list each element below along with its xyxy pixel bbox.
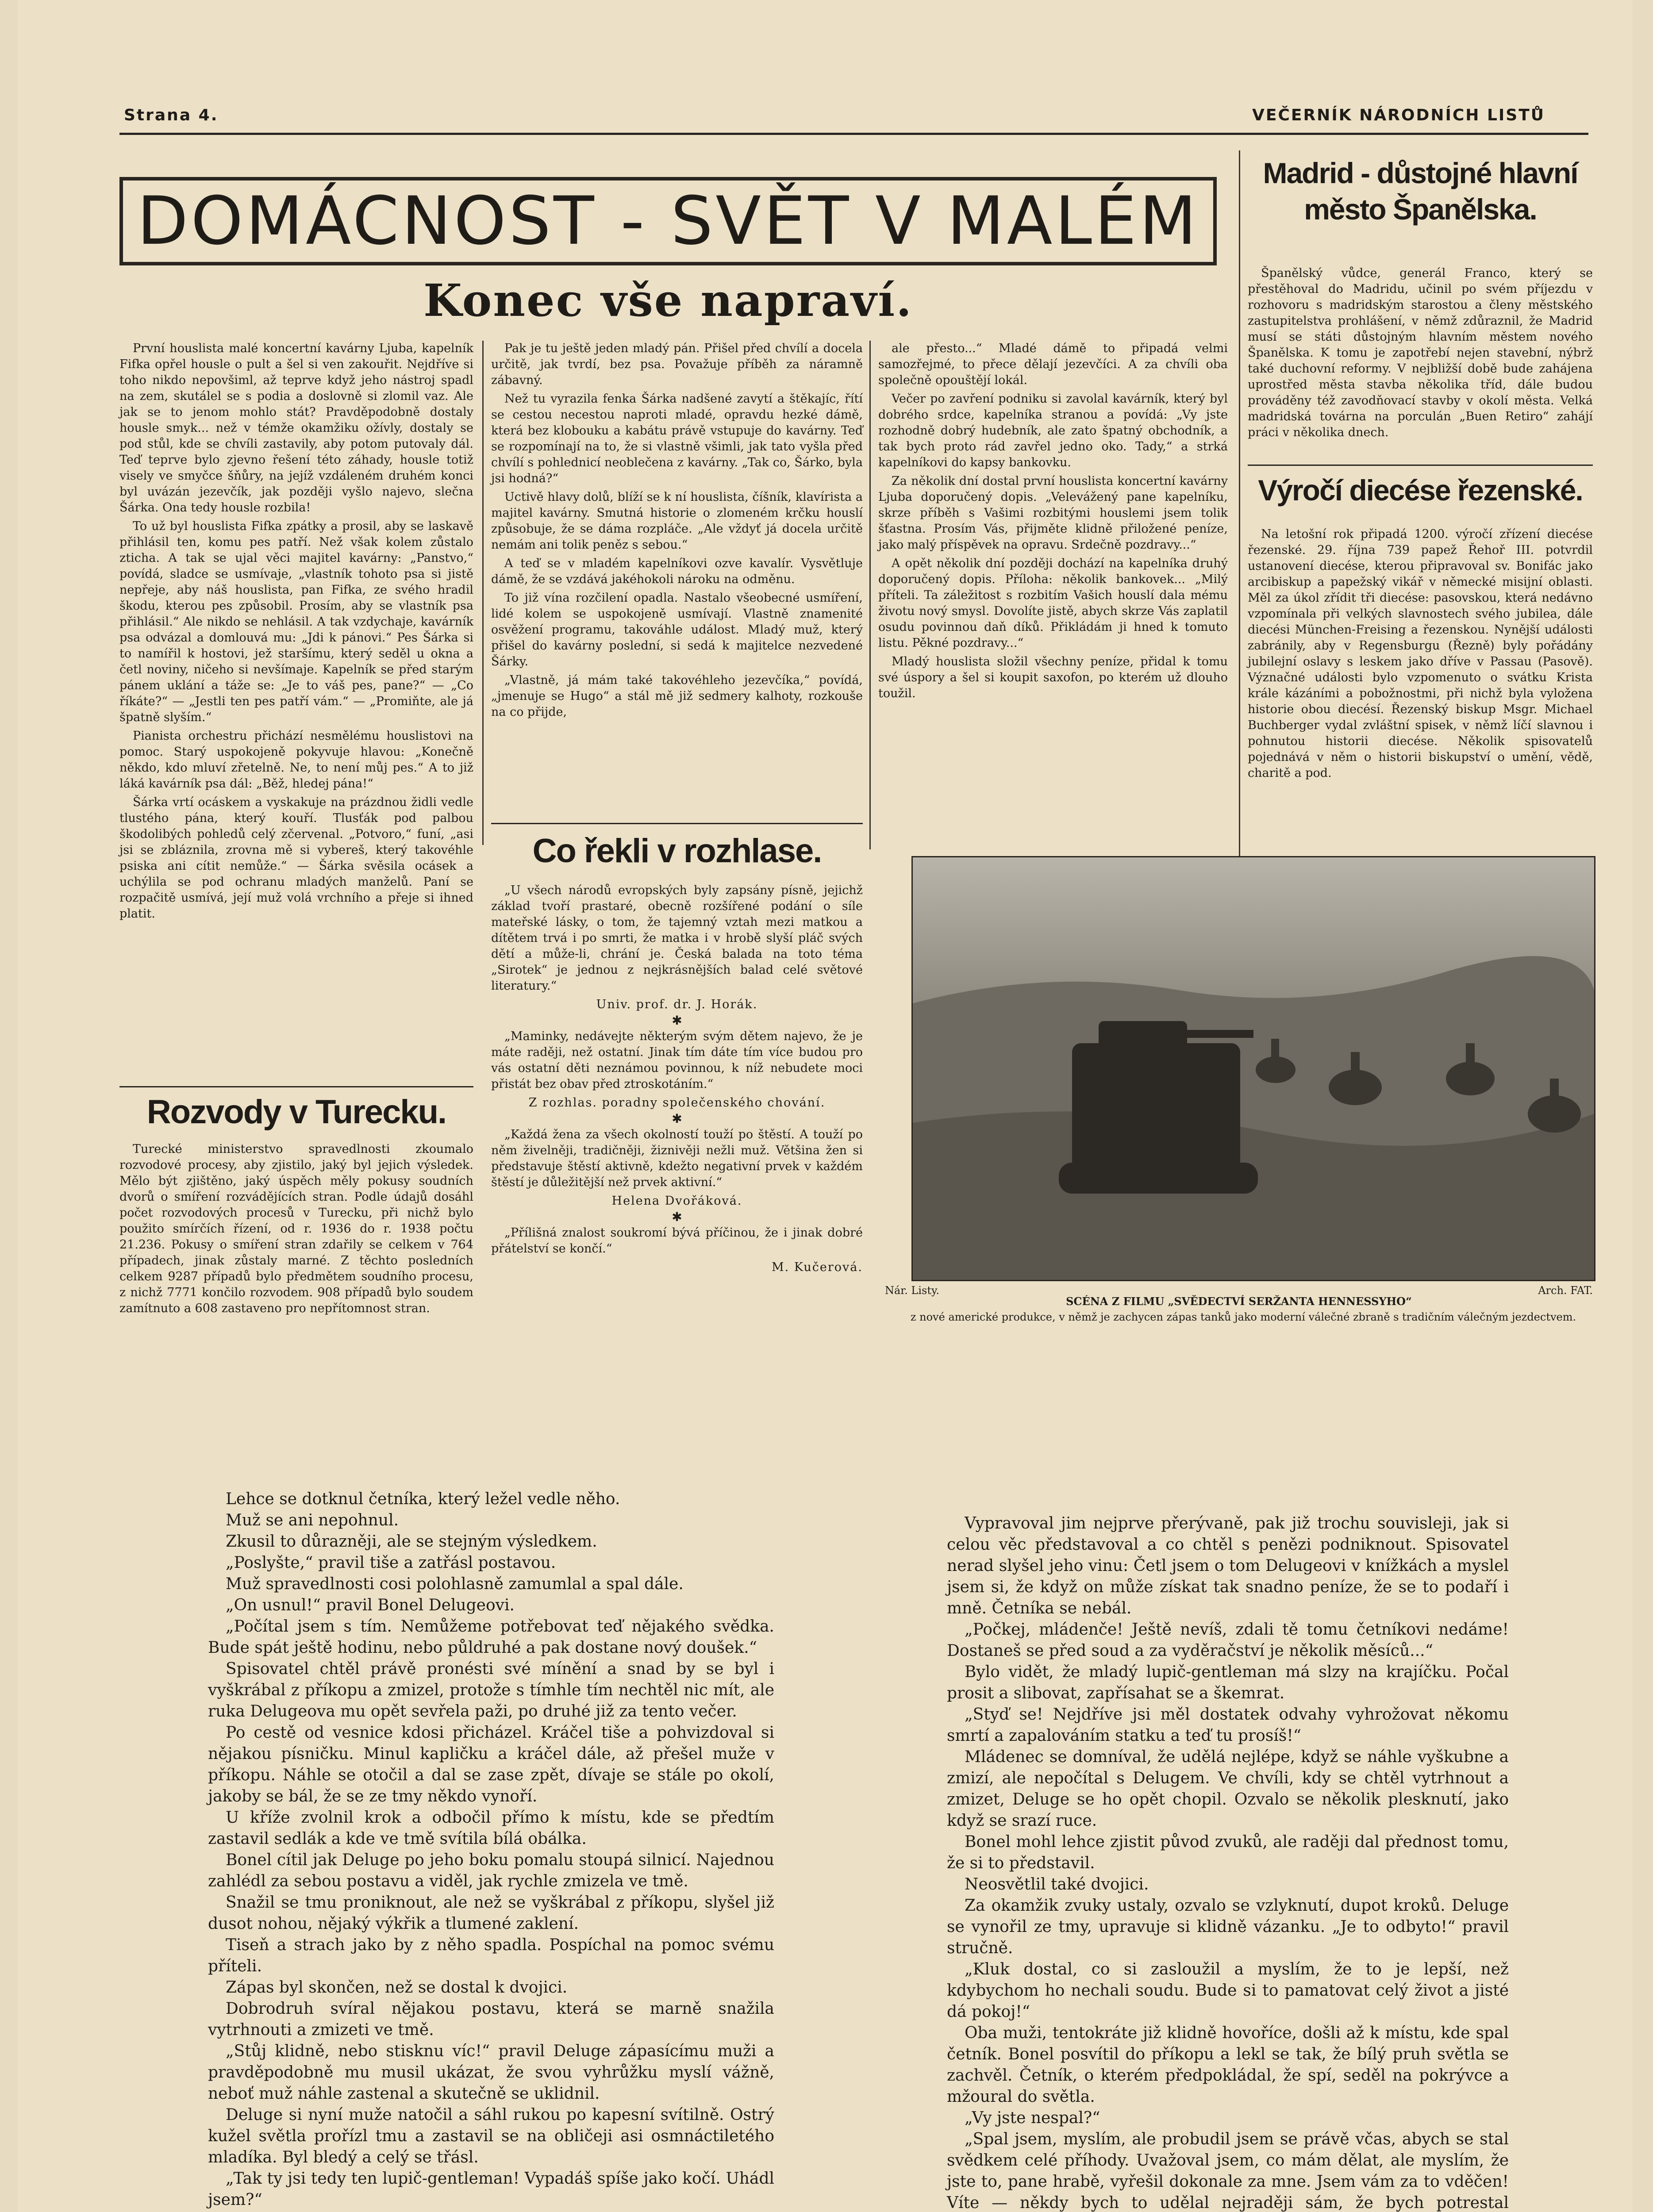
paragraph: „Styď se! Nejdříve jsi měl dostatek odvahy vyhrožovat někomu smrtí a zapalováním statku a teď tu prosíš!“ [947, 1705, 1509, 1745]
paragraph: Neosvětlil také dvojici. [965, 1875, 1149, 1893]
page-number: Strana 4. [124, 106, 219, 124]
paragraph: To už byl houslista Fifka zpátky a prosil, aby se laskavě přihlásil ten, komu pes patří. Než však kolem zůstalo zticha. A tak se ujal věci majitel kavárny: „Panstvo,“ povídá, sladce se usmívaje, „vlastník tohoto psa si jistě nepřeje, aby náš houslista, pan Fifka, ze svého hradil škodu, kterou pes způsobil. Prosím, aby se vlastník psa přihlásil.“ Ale nikdo se nehlásil. A tak vzdychaje, kavárník psa odvázal a domlouvá mu: „Jdi k pánovi.“ Pes Šárka si to namířil k hostovi, jež staršímu, který seděl u okna a četl noviny, ničeho si nevšímaje. Kapelník se před starým pánem uklání a táže se: „Je to váš pes, pane?“ — „Co říkáte?“ — „Jestli ten pes patří vám.“ — „Promiňte, ale já špatně slyším.“ [119, 519, 473, 724]
madrid-title [1248, 155, 1593, 227]
paragraph: Pak je tu ještě jeden mladý pán. Přišel před chvílí a docela určitě, jak tvrdí, bez psa. Považuje příběh za náramně zábavný. [491, 342, 863, 387]
main-article-col2 [491, 341, 863, 723]
paragraph: Bonel mohl lehce zjistit původ zvuků, ale raději dal přednost tomu, že si to představil. [947, 1833, 1509, 1872]
quote-author: Helena Dvořáková. [611, 1194, 742, 1208]
paragraph: „Počkej, mládenče! Ještě nevíš, zdali tě tomu četníkovi nedáme! Dostaneš se před soud a za vyděračství je několik měsíců...“ [947, 1621, 1509, 1660]
paragraph: Bylo vidět, že mladý lupič-gentleman má slzy na krajíčku. Počal prosit a slibovat, zapřísahat se a škemrat. [947, 1663, 1509, 1702]
paragraph: Dobrodruh svíral nějakou postavu, která se marně snažila vytrhnouti a zmizeti ve tmě. [208, 2000, 774, 2039]
paragraph: Muž spravedlnosti cosi polohlasně zamumlal a spal dále. [226, 1575, 684, 1593]
paragraph: „Kluk dostal, co si zasloužil a myslím, že to je lepší, než kdybychom ho nechali soudu. Bude si to pamatovat celý život a jisté dá pokoj!“ [947, 1960, 1509, 2021]
madrid-text [1248, 265, 1593, 443]
paragraph: „Spal jsem, myslím, ale probudil jsem se právě včas, abych se stal svědkem celé příhody. Uvažoval jsem, co mám dělat, ale myslím, že jste to, pane hrabě, vyřešil dokonale za mne. Jsem vám za to vděčen! Víte — někdy bych to udělal nejraději sám, že bych potrestal [947, 2130, 1509, 2212]
paragraph: Lehce se dotknul četníka, který ležel vedle něho. [226, 1490, 620, 1508]
header-rule [119, 133, 1588, 135]
section-banner: DOMÁCNOST - SVĚT V MALÉM [119, 177, 1217, 265]
paragraph: Oba muži, tentokráte již klidně hovoříce, došli až k místu, kde spal četník. Bonel posvítil do příkopu a lekl se tak, že bílý pruh světla se zachvěl. Četník, o kterém předpokládal, že spí, seděl na pokrývce a mžoural do světla. [947, 2024, 1509, 2106]
paragraph: „Vy jste nespal?“ [965, 2109, 1100, 2127]
photo-credit-right: Arch. FAT. [1538, 1284, 1593, 1297]
paragraph: To již vína rozčilení opadla. Nastalo všeobecné usmíření, lidé kolem se uspokojeně usmívají. Vlastně znamenité osvěžení programu, takováhle událost. Mladý muž, který přišel do kavárny poslední, si sedá k majitelce nezvedené Šárky. [491, 591, 863, 668]
quote: „Přílišná znalost soukromí bývá příčinou, že i jinak dobré přátelství se končí.“ [491, 1226, 863, 1256]
paragraph: Večer po zavření podniku si zavolal kavárník, který byl dobrého srdce, kapelníka stranou a povídá: „Vy jste rozhodně dobrý hudebník, ale zato špatný obchodník, a tak bych proto rád zavřel jedno oko. Tady,“ a strká kapelníkovi do kapsy bankovku. [878, 392, 1228, 469]
star-separator: ✱ [672, 1111, 682, 1126]
main-article-col3 [878, 341, 1228, 704]
paragraph: Uctivě hlavy dolů, blíží se k ní houslista, číšník, klavírista a majitel kavárny. Smutná historie o zlomeném krčku houslí způsobuje, že se dáma rozpláče. „Ale vždyť já docela určitě nemám ani tolik peněz s sebou.“ [491, 490, 863, 552]
paragraph: „Poslyšte,“ pravil tiše a zatřásl postavou. [226, 1554, 556, 1572]
paragraph: Zkusil to důrazněji, ale se stejným výsledkem. [226, 1532, 597, 1551]
quote-author: Z rozhlas. poradny společenského chování. [528, 1096, 826, 1110]
madrid-title-line: město Španělska. [1304, 193, 1537, 226]
story-right-column [947, 1513, 1509, 2212]
rozhlas-title: Co řekli v rozhlase. [532, 832, 822, 870]
film-scene-photo [911, 856, 1595, 1281]
paragraph: A opět několik dní později dochází na kapelníka druhý doporučený dopis. Příloha: několik bankovek... „Milý příteli. Ta záležitost s rozbitím Vašich houslí dala mému životu nový smysl. Dovolíte jistě, abych skrze Vás zaplatil osudu povinnou daň díků. Přikládám ji hned k tomuto listu. Pěkné pozdravy...“ [878, 557, 1228, 650]
article-rule [119, 1086, 473, 1087]
paragraph: Zápas byl skončen, než se dostal k dvojici. [226, 1978, 568, 1997]
photo-credit-left: Nár. Listy. [885, 1284, 939, 1297]
paragraph: Deluge si nyní muže natočil a sáhl rukou po kapesní svítilně. Ostrý kužel světla prořízl tmu a zastavil se na obličeji asi osmnáctiletého mladíka. Byl bledý a celý se třásl. [208, 2106, 774, 2166]
quote: „U všech národů evropských byly zapsány písně, jejichž základ tvoří prastaré, obecně rozšířené podání o síle mateřské lásky, o tom, že tajemný vztah mezi matkou a dítětem trvá i po smrti, že matka i v hrobě slyší pláč svých dětí a může-li, chrání je. Česká balada na toto téma „Sirotek“ je jednou z nejkrásnějších balad celé světové literatury.“ [491, 883, 863, 993]
star-separator: ✱ [672, 1013, 682, 1028]
paragraph: Španělský vůdce, generál Franco, který se přestěhoval do Madridu, učinil po svém příjezdu v rozhovoru s madridským starostou a členy městského zastupitelstva prohlášení, v němž zdůraznil, že Madrid musí se státi důstojným hlavním městem nového Španělska. K tomu je zapotřebí nejen stavební, nýbrž také duchovní reformy. V nejbližší době bude zahájena uprostřed města stavba několika tříd, dále budou prováděny též zavodňovací stavby v okolí města. Velká madridská továrna na porculán „Buen Retiro“ zahájí práci v několika dnech. [1248, 266, 1593, 439]
photo-caption-text: z nové americké produkce, v němž je zachycen zápas tanků jako moderní válečné zbraně s tradičním válečným jezdectvem. [910, 1311, 1576, 1323]
paragraph: Turecké ministerstvo spravedlnosti zkoumalo rozvodové procesy, aby zjistilo, jaký byl jejich výsledek. Mělo být zjištěno, jaký úspěch měly pokusy soudních dvorů o smíření rozvádějících stran. Podle údajů dosáhl počet rozvodových procesů v Turecku, při nichž bylo použito smírčích řízení, od r. 1936 do r. 1938 počtu 21.236. Pokusy o smíření stran zdařily se celkem v 764 případech, jinak zůstaly marné. Z těchto posledních celkem 9287 případů bylo předmětem soudního procesu, z nichž 7771 končilo rozvodem. 908 případů bylo soudem zamítnuto a 608 zastaveno pro nepřítomnost stran. [119, 1142, 473, 1315]
column-divider [1239, 150, 1240, 863]
madrid-title-line: Madrid - důstojné hlavní [1263, 157, 1578, 189]
vyroci-text [1248, 526, 1593, 784]
column-divider [869, 341, 871, 849]
paragraph: Na letošní rok připadá 1200. výročí zřízení diecése řezenské. 29. října 739 papež Řehoř III. potvrdil ustanovení diecése, kterou připravoval sv. Bonifác jako arcibiskup a papežský vikář v německé misijní oblasti. Měl za úkol zřídit tři diecése: pasovskou, která nedávno vzpomínala při velkých slavnostech svého jubilea, dále diecési München-Freising a řezenskou. Nynější události zabránily, aby v Regensburgu (Řezně) byly pořádány jubilejní oslavy s leskem jako dříve v Passau (Pasově). Význačné události bylo vzpomenuto o svátku Krista krále kázáními a pobožnostmi, při nichž byla vyložena historie obou diecésí. Řezenský biskup Msgr. Michael Buchberger vydal zvláštní spisek, v němž líčí slavnou i pohnutou historii diecése. Několik spisovatelů pojednává v něm o historii biskupství o umění, vědě, charitě a pod. [1248, 527, 1593, 780]
paragraph: Pianista orchestru přichází nesmělému houslistovi na pomoc. Starý uspokojeně pokyvuje hlavou: „Konečně někdo, kdo mluví zřetelně. Ne, to není můj pes.“ A to již láká kavárník psa dál: „Běž, hledej pána!“ [119, 729, 473, 791]
article-rule [491, 823, 863, 824]
paragraph: A teď se v mladém kapelníkovi ozve kavalír. Vysvětluje dámě, že se vzdává jakéhokoli nároku na odměnu. [491, 557, 863, 586]
paragraph: Za několik dní dostal první houslista koncertní kavárny Ljuba doporučený dopis. „Velevážený pane kapelníku, skrze příběh s Vašimi rozbitými houslemi jsem tolik šťastna. Prosím Vás, přijměte klidně přiložené peníze, jako malý příspěvek na opravu. Srdečně pozdravy...“ [878, 474, 1228, 552]
turecko-text [119, 1141, 473, 1319]
paragraph: „On usnul!“ pravil Bonel Delugeovi. [226, 1596, 515, 1614]
quote-author: Univ. prof. dr. J. Horák. [596, 998, 758, 1011]
star-separator: ✱ [672, 1210, 682, 1224]
paragraph: Muž se ani nepohnul. [226, 1511, 399, 1529]
paragraph: U kříže zvolnil krok a odbočil přímo k místu, kde se předtím zastavil sedlák a kde ve tmě svítila bílá obálka. [208, 1809, 774, 1848]
paragraph: Bonel cítil jak Deluge po jeho boku pomalu stoupá silnicí. Najednou zahlédl za sebou postavu a viděl, jak rychle zmizela ve tmě. [208, 1851, 774, 1890]
rozhlas-quotes [491, 883, 863, 1275]
paragraph: „Počítal jsem s tím. Nemůžeme potřebovat teď nějakého svědka. Bude spát ještě hodinu, nebo půldruhé a pak dostane nový doušek.“ [208, 1617, 774, 1657]
story-left-column [208, 1489, 774, 2212]
paragraph: Snažil se tmu proniknout, ale než se vyškrábal z příkopu, slyšel již dusot nohou, nějaký výkřik a tlumené zaklení. [208, 1893, 774, 1933]
paragraph: První houslista malé koncertní kavárny Ljuba, kapelník Fifka opřel housle o pult a šel si ven zakouřit. Nejdříve si toho nikdo nepovšiml, až teprve když jeho nástroj spadl na zem, skutálel se s podia a doslovně si zlomil vaz. Ale jak se to jenom mohlo stát? Pravděpodobně dostaly housle smyk... než v témže okamžiku ožívly, dostaly se pod stůl, kde se chvíli zastavily, aby potom putovaly dál. Teď teprve bylo zjevno řešení této záhady, housle totiž visely ve smyčce šňůry, na jejíž vzdáleném druhém konci byl uvázán jezevčík, jak později vyšlo najevo, slečna Šárka. Ona tedy housle rozbila! [119, 342, 473, 515]
paragraph: Než tu vyrazila fenka Šárka nadšené zavytí a štěkajíc, řítí se cestou necestou naproti mladé, opravdu hezké dámě, která bez klobouku a kabátu právě vstupuje do kavárny. Teď se rozpomínají na to, že si vlastně všimli, jak tato vyšla před chvílí s pohlednicí neoblečena z kavárny. „Tak co, Šárko, byla jsi hodná?“ [491, 392, 863, 485]
quote-author: M. Kučerová. [772, 1260, 863, 1274]
paragraph: Mládenec se domníval, že udělá nejlépe, když se náhle vyškubne a zmizí, ale nepočítal s Delugem. Ve chvíli, kdy se chtěl vytrhnout a zmizet, Deluge se ho opět chopil. Ozvalo se několik plesknutí, jako když se srazí ruce. [947, 1748, 1509, 1830]
masthead: VEČERNÍK NÁRODNÍCH LISTŮ [1252, 106, 1545, 124]
paragraph: „Vlastně, já mám také takovéhleho jezevčíka,“ povídá, „jmenuje se Hugo“ a stál mě již sedmery kalhoty, rozkouše na co přijde, [491, 673, 863, 719]
main-article-title: Konec vše napraví. [423, 274, 913, 326]
column-divider [482, 341, 484, 845]
tank-cavalry-image [913, 857, 1594, 1280]
vyroci-title: Výročí diecése řezenské. [1258, 474, 1583, 507]
turecko-title: Rozvody v Turecku. [146, 1093, 446, 1131]
paragraph: „Stůj klidně, nebo stisknu víc!“ pravil Deluge zápasícímu muži a pravděpodobně mu musil ukázat, že svou vyhrůžku myslí vážně, neboť muž náhle zastenal a skutečně se uklidnil. [208, 2042, 774, 2103]
paragraph: Za okamžik zvuky ustaly, ozvalo se vzlyknutí, dupot kroků. Deluge se vynořil ze tmy, upravuje si klidně vázanku. „Je to odbyto!“ pravil stručně. [947, 1897, 1509, 1957]
paragraph: Tiseň a strach jako by z něho spadla. Pospíchal na pomoc svému příteli. [208, 1936, 774, 1975]
paragraph: Šárka vrtí ocáskem a vyskakuje na prázdnou židli vedle tlustého pána, který kouří. Tlusťák pod palbou škodolibých pohledů celý zčervenal. „Potvoro,“ funí, „asi jsi se zbláznila, zrovna mě si vybereš, který takovéhle psiska ani cítit nemůže.“ — Šárka svěsila ocásek a uchýlila se pod ochranu mladých manželů. Paní se rozpačitě usmívá, její muž volá vrchního a přeje si ihned platit. [119, 795, 473, 921]
article-rule [1248, 465, 1593, 466]
paragraph: Vypravoval jim nejprve přerývaně, pak již trochu souvisleji, jak si celou věc představoval a co chtěl s penězi podniknout. Spisovatel nerad slyšel jeho vinu: Četl jsem o tom Delugeovi v knížkách a myslel jsem si, že když on může získat tak snadno peníze, že se to podaří i mně. Četníka se nebál. [947, 1514, 1509, 1617]
quote: „Maminky, nedávejte některým svým dětem najevo, že je máte raději, než ostatní. Jinak tím dáte tím více budou pro vás ostatní děti neznámou povinnou, k níž nebudete moci přistát bez obav před ztroskotáním.“ [491, 1029, 863, 1091]
paragraph: Mladý houslista složil všechny peníze, přidal k tomu své úspory a šel si koupit saxofon, po kterém už dlouho toužil. [878, 655, 1228, 700]
photo-caption-title: SCÉNA Z FILMU „SVĚDECTVÍ SERŽANTA HENNESSYHO“ [1066, 1295, 1412, 1308]
paragraph: Spisovatel chtěl právě pronésti své mínění a snad by se byl i vyškrábal z příkopu a zmizel, protože s tímhle tím nechtěl nic mít, ale ruka Delugeova mu opět sevřela paži, po druhé již za tento večer. [208, 1660, 774, 1720]
paragraph: „Tak ty jsi tedy ten lupič-gentleman! Vypadáš spíše jako kočí. Uhádl jsem?“ [208, 2170, 774, 2209]
paragraph: Po cestě od vesnice kdosi přicházel. Kráčel tiše a pohvizdoval si nějakou písničku. Minul kapličku a kráčel dále, až přešel muže v příkopu. Náhle se otočil a dal se zase zpět, dívaje se stále po okolí, jakoby se bál, že se ze tmy někdo vynoří. [208, 1724, 774, 1805]
main-article-col1 [119, 341, 473, 925]
paragraph: ale přesto...“ Mladé dámě to připadá velmi samozřejmé, to přece dělají jezevčíci. A za chvíli oba společně opouštějí lokál. [878, 342, 1228, 387]
quote: „Každá žena za všech okolností touží po štěstí. A touží po něm živelněji, tradičněji, žiznivěji nežli muž. Většina žen si představuje štěstí aktivně, kdežto negativní prvek v každém štěstí je důležitější než prvek aktivní.“ [491, 1128, 863, 1189]
